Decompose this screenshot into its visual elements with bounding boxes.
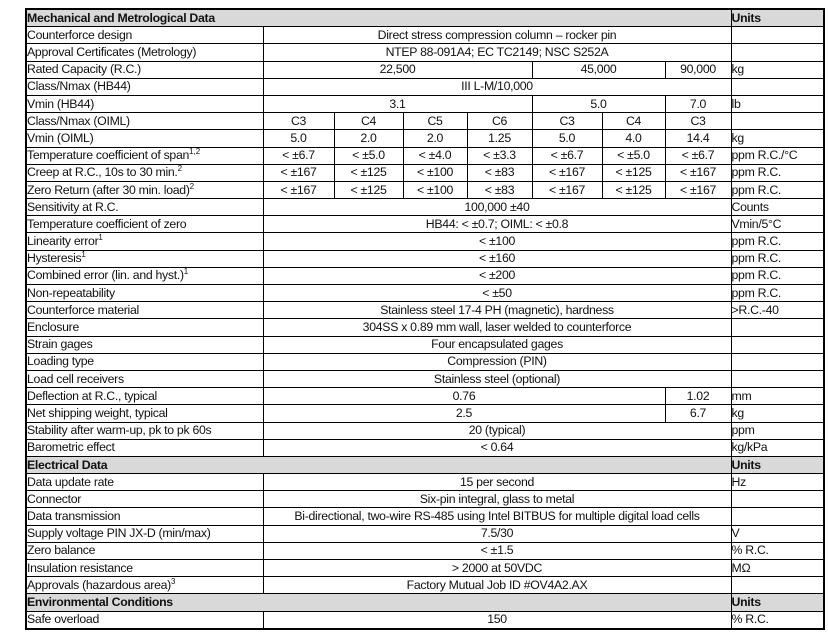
- units-cell: [731, 78, 824, 95]
- row-label-cell: [26, 370, 263, 387]
- row-label-cell: [26, 508, 263, 525]
- section-title: Electrical Data: [26, 456, 731, 473]
- row-label-cell: [26, 250, 263, 267]
- units-cell: ppm R.C.: [731, 250, 824, 267]
- units-cell: % R.C.: [731, 611, 824, 629]
- row-label: Counterforce design: [27, 27, 133, 42]
- units-cell: ppm R.C.: [731, 267, 824, 284]
- spec-row: [26, 181, 824, 198]
- value-cell: < ±6.7: [532, 147, 602, 164]
- value-cell: 6.7: [665, 405, 731, 422]
- value-cell: 7.0: [665, 95, 731, 112]
- spec-row: [26, 216, 824, 233]
- value-cell: 14.4: [665, 130, 731, 147]
- value-cell: Stainless steel (optional): [263, 370, 731, 387]
- row-label: Connector: [27, 491, 82, 506]
- value-cell: 15 per second: [263, 474, 731, 491]
- row-label-cell: [26, 216, 263, 233]
- value-cell: < ±100: [403, 181, 467, 198]
- value-cell: < ±6.7: [263, 147, 334, 164]
- row-label-cell: [26, 164, 263, 181]
- value-cell: < ±125: [334, 164, 403, 181]
- row-label: Data update rate: [27, 474, 114, 489]
- value-cell: 7.5/30: [263, 525, 731, 542]
- value-cell: C4: [334, 113, 403, 130]
- units-column-header: Units: [731, 456, 824, 473]
- row-label-cell: [26, 405, 263, 422]
- spec-row: [26, 199, 824, 216]
- units-cell: Vmin/5°C: [731, 216, 824, 233]
- row-label-cell: [26, 78, 263, 95]
- spec-row: [26, 164, 824, 181]
- spec-row: [26, 422, 824, 439]
- spec-row: [26, 302, 824, 319]
- value-cell: > 2000 at 50VDC: [263, 560, 731, 577]
- row-label: Temperature coefficient of zero: [27, 216, 187, 231]
- value-cell: 5.0: [263, 130, 334, 147]
- spec-row: [26, 405, 824, 422]
- row-label: Barometric effect: [27, 440, 115, 455]
- row-label: Data transmission: [27, 509, 121, 524]
- value-cell: HB44: < ±0.7; OIML: < ±0.8: [263, 216, 731, 233]
- value-cell: Six-pin integral, glass to metal: [263, 491, 731, 508]
- row-label: Combined error (lin. and hyst.): [27, 268, 184, 283]
- value-cell: < ±6.7: [665, 147, 731, 164]
- value-cell: 2.0: [403, 130, 467, 147]
- value-cell: 45,000: [532, 61, 665, 78]
- value-cell: < ±100: [263, 233, 731, 250]
- row-label: Vmin (OIML): [27, 130, 94, 145]
- spec-row: [26, 113, 824, 130]
- row-label: Zero balance: [27, 543, 96, 558]
- value-cell: C5: [403, 113, 467, 130]
- units-cell: ppm R.C.: [731, 164, 824, 181]
- value-cell: III L-M/10,000: [263, 78, 731, 95]
- footnote-marker: 2: [177, 164, 183, 174]
- spec-row: [26, 95, 824, 112]
- row-label-cell: [26, 542, 263, 559]
- units-cell: [731, 491, 824, 508]
- units-cell: kg/kPa: [731, 439, 824, 456]
- spec-row: [26, 439, 824, 456]
- spec-row: [26, 61, 824, 78]
- row-label-cell: [26, 302, 263, 319]
- section-header-row: [26, 9, 824, 27]
- value-cell: 20 (typical): [263, 422, 731, 439]
- value-cell: 304SS x 0.89 mm wall, laser welded to counterforce: [263, 319, 731, 336]
- row-label-cell: [26, 233, 263, 250]
- spec-row: [26, 560, 824, 577]
- value-cell: 2.5: [263, 405, 665, 422]
- spec-row: [26, 388, 824, 405]
- value-cell: Four encapsulated gages: [263, 336, 731, 353]
- value-cell: NTEP 88-091A4; EC TC2149; NSC S252A: [263, 44, 731, 61]
- value-cell: < 0.64: [263, 439, 731, 456]
- row-label-cell: [26, 285, 263, 302]
- section-title: Mechanical and Metrological Data: [26, 9, 731, 27]
- footnote-marker: 1: [98, 232, 103, 242]
- spec-row: [26, 336, 824, 353]
- row-label: Approvals (hazardous area): [27, 577, 171, 592]
- spec-row: [26, 285, 824, 302]
- row-label: Load cell receivers: [27, 371, 124, 386]
- row-label: Stability after warm-up, pk to pk 60s: [27, 423, 212, 438]
- units-cell: ppm: [731, 422, 824, 439]
- row-label-cell: [26, 422, 263, 439]
- units-cell: MΩ: [731, 560, 824, 577]
- spec-table-body: [26, 9, 824, 629]
- value-cell: Bi-directional, two-wire RS-485 using Intel BITBUS for multiple digital load cells: [263, 508, 731, 525]
- units-cell: kg: [731, 405, 824, 422]
- spec-row: [26, 525, 824, 542]
- spec-row: [26, 611, 824, 629]
- row-label: Class/Nmax (HB44): [27, 79, 131, 94]
- value-cell: < ±167: [532, 181, 602, 198]
- units-cell: [731, 336, 824, 353]
- value-cell: 1.02: [665, 388, 731, 405]
- value-cell: < ±3.3: [467, 147, 532, 164]
- value-cell: Direct stress compression column – rocker pin: [263, 27, 731, 44]
- spec-row: [26, 542, 824, 559]
- spec-row: [26, 474, 824, 491]
- row-label-cell: [26, 95, 263, 112]
- row-label-cell: [26, 388, 263, 405]
- row-label: Enclosure: [27, 320, 79, 334]
- spec-row: [26, 147, 824, 164]
- row-label: Strain gages: [27, 337, 93, 352]
- value-cell: < ±83: [467, 164, 532, 181]
- row-label: Linearity error: [27, 234, 99, 249]
- units-column-header: Units: [731, 594, 824, 611]
- units-cell: [731, 113, 824, 130]
- row-label: Hysteresis: [27, 251, 82, 266]
- spec-row: [26, 44, 824, 61]
- value-cell: < ±4.0: [403, 147, 467, 164]
- row-label: Counterforce material: [27, 302, 139, 317]
- footnote-marker: 1,2: [189, 147, 201, 157]
- value-cell: < ±1.5: [263, 542, 731, 559]
- value-cell: < ±125: [602, 164, 665, 181]
- spec-row: [26, 353, 824, 370]
- spec-row: [26, 508, 824, 525]
- row-label-cell: [26, 439, 263, 456]
- row-label-cell: [26, 491, 263, 508]
- spec-row: [26, 319, 824, 336]
- row-label-cell: [26, 577, 263, 594]
- row-label-cell: [26, 147, 263, 164]
- units-cell: ppm R.C.: [731, 285, 824, 302]
- row-label: Approval Certificates (Metrology): [27, 45, 197, 59]
- value-cell: 3.1: [263, 95, 532, 112]
- units-cell: [731, 370, 824, 387]
- value-cell: < ±167: [263, 164, 334, 181]
- row-label-cell: [26, 113, 263, 130]
- footnote-marker: 2: [189, 181, 195, 191]
- units-cell: ppm R.C.: [731, 233, 824, 250]
- row-label-cell: [26, 525, 263, 542]
- value-cell: Factory Mutual Job ID #OV4A2.AX: [263, 577, 731, 594]
- value-cell: < ±125: [334, 181, 403, 198]
- units-cell: >R.C.-40: [731, 302, 824, 319]
- value-cell: C4: [602, 113, 665, 130]
- spec-row: [26, 491, 824, 508]
- footnote-marker: 3: [170, 576, 176, 586]
- row-label: Temperature coefficient of span: [27, 148, 190, 163]
- section-header-row: [26, 594, 824, 611]
- value-cell: C3: [532, 113, 602, 130]
- row-label: Deflection at R.C., typical: [27, 388, 157, 403]
- spec-row: [26, 27, 824, 44]
- units-cell: [731, 508, 824, 525]
- row-label: Supply voltage PIN JX-D (min/max): [27, 526, 211, 541]
- spec-row: [26, 78, 824, 95]
- value-cell: 2.0: [334, 130, 403, 147]
- row-label: Insulation resistance: [27, 560, 133, 575]
- value-cell: 22,500: [263, 61, 532, 78]
- row-label-cell: [26, 474, 263, 491]
- units-cell: ppm R.C.: [731, 181, 824, 198]
- value-cell: < ±83: [467, 181, 532, 198]
- value-cell: 90,000: [665, 61, 731, 78]
- value-cell: < ±125: [602, 181, 665, 198]
- value-cell: C3: [263, 113, 334, 130]
- spec-row: [26, 130, 824, 147]
- spec-table: [25, 8, 825, 630]
- spec-row: [26, 370, 824, 387]
- row-label-cell: [26, 130, 263, 147]
- footnote-marker: 1: [81, 250, 86, 260]
- spec-row: [26, 233, 824, 250]
- spec-row: [26, 577, 824, 594]
- value-cell: 150: [263, 611, 731, 629]
- row-label: Vmin (HB44): [27, 96, 95, 111]
- value-cell: < ±160: [263, 250, 731, 267]
- spec-row: [26, 250, 824, 267]
- units-cell: kg: [731, 130, 824, 147]
- units-cell: Counts: [731, 199, 824, 216]
- value-cell: 100,000 ±40: [263, 199, 731, 216]
- row-label: Rated Capacity (R.C.): [27, 62, 141, 77]
- value-cell: 4.0: [602, 130, 665, 147]
- row-label-cell: [26, 44, 263, 61]
- units-cell: mm: [731, 388, 824, 405]
- units-cell: [731, 577, 824, 594]
- value-cell: < ±5.0: [334, 147, 403, 164]
- row-label-cell: [26, 611, 263, 629]
- spec-sheet: [25, 8, 825, 630]
- units-cell: [731, 44, 824, 61]
- value-cell: C6: [467, 113, 532, 130]
- row-label-cell: [26, 199, 263, 216]
- row-label: Net shipping weight, typical: [27, 405, 168, 420]
- row-label: Creep at R.C., 10s to 30 min.: [27, 165, 178, 180]
- units-cell: [731, 27, 824, 44]
- row-label-cell: [26, 181, 263, 198]
- value-cell: < ±167: [665, 164, 731, 181]
- units-cell: ppm R.C./°C: [731, 147, 824, 164]
- row-label-cell: [26, 61, 263, 78]
- value-cell: 1.25: [467, 130, 532, 147]
- row-label-cell: [26, 353, 263, 370]
- value-cell: < ±50: [263, 285, 731, 302]
- value-cell: < ±167: [532, 164, 602, 181]
- value-cell: 5.0: [532, 95, 665, 112]
- row-label-cell: [26, 336, 263, 353]
- footnote-marker: 1: [183, 267, 189, 277]
- value-cell: < ±167: [263, 181, 334, 198]
- units-cell: lb: [731, 95, 824, 112]
- value-cell: 0.76: [263, 388, 665, 405]
- value-cell: < ±167: [665, 181, 731, 198]
- section-header-row: [26, 456, 824, 473]
- row-label: Zero Return (after 30 min. load): [27, 182, 190, 197]
- value-cell: < ±200: [263, 267, 731, 284]
- units-cell: [731, 319, 824, 336]
- row-label-cell: [26, 560, 263, 577]
- value-cell: 5.0: [532, 130, 602, 147]
- row-label: Non-repeatability: [27, 285, 115, 300]
- value-cell: C3: [665, 113, 731, 130]
- units-cell: Hz: [731, 474, 824, 491]
- units-cell: % R.C.: [731, 542, 824, 559]
- units-cell: kg: [731, 61, 824, 78]
- row-label: Class/Nmax (OIML): [27, 113, 130, 128]
- section-title: Environmental Conditions: [26, 594, 731, 611]
- value-cell: < ±5.0: [602, 147, 665, 164]
- row-label: Sensitivity at R.C.: [27, 199, 119, 214]
- row-label-cell: [26, 267, 263, 284]
- row-label-cell: [26, 27, 263, 44]
- value-cell: Stainless steel 17-4 PH (magnetic), hardness: [263, 302, 731, 319]
- value-cell: Compression (PIN): [263, 353, 731, 370]
- units-cell: V: [731, 525, 824, 542]
- row-label: Safe overload: [27, 612, 99, 627]
- row-label-cell: [26, 319, 263, 336]
- value-cell: < ±100: [403, 164, 467, 181]
- row-label: Loading type: [27, 354, 94, 369]
- spec-row: [26, 267, 824, 284]
- units-column-header: Units: [731, 9, 824, 27]
- units-cell: [731, 353, 824, 370]
